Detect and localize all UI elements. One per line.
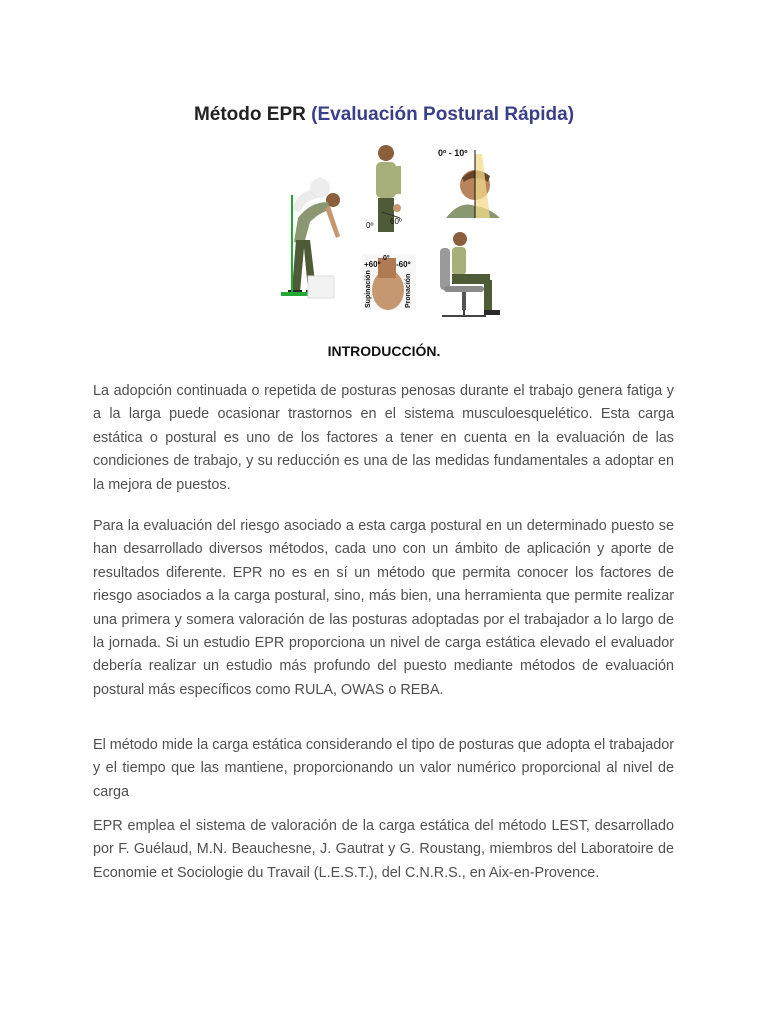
label-zero: 0º [366, 221, 374, 230]
label-plus60: +60º [364, 260, 381, 269]
label-neck-angle: 0º - 10º [438, 148, 468, 158]
paragraph: El método mide la carga estática considerando el tipo de posturas que adopta el trabajador y el tiempo que las mantiene, proporcionando un valor numérico proporcional al nivel de carga [93, 737, 674, 800]
page-title [0, 104, 768, 126]
posture-illustration [270, 140, 510, 322]
label-pronation: Pronación [405, 273, 412, 308]
title-main: Método EPR [193, 104, 306, 125]
paragraph: La adopción continuada o repetida de posturas penosas durante el trabajo genera fatiga y a la larga puede ocasionar trastornos en el sistema musculoesquelético. Esta carga estática o postural es uno de los factores a tener en cuenta en la evaluación de las condiciones de trabajo, y su reducción es una de las medidas fundamentales a adoptar en la mejora de puestos. [93, 383, 674, 493]
paragraph: Para la evaluación del riesgo asociado a esta carga postural en un determinado puesto se han desarrollado diversos métodos, cada uno con un ámbito de aplicación y aporte de resultados diferente. EPR no es en sí un método que permita conocer los factores de riesgo asociados a la carga postural, sino, más bien, una herramienta que permite realizar una primera y somera valoración de las posturas adoptadas por el trabajador a lo largo de la jornada. Si un estudio EPR proporciona un nivel de carga estática elevado el evaluador debería realizar un estudio más profundo del puesto mediante métodos de evaluación postural más específicos como RULA, OWAS o REBA. [93, 518, 674, 698]
neck-flexion-figure [438, 148, 500, 218]
label-zero-rotation: 0º [383, 255, 390, 262]
paragraph: EPR emplea el sistema de valoración de la carga estática del método LEST, desarrollado por F. Guélaud, M.N. Beauchesne, J. Gautrat y G. Roustang, miembros del Laboratoire de Economie et Sociologie du Travail (L.E.S.T.), del C.N.R.S., en Aix-en-Provence. [93, 818, 674, 881]
seated-worker-figure [440, 232, 500, 316]
section-heading: INTRODUCCIÓN. [327, 343, 441, 359]
standing-worker-figure [366, 145, 402, 232]
bending-worker-figure [281, 178, 340, 298]
title-subtitle: (Evaluación Postural Rápida) [311, 104, 575, 125]
label-minus60: -60º [396, 260, 411, 269]
forearm-rotation-figure [362, 254, 416, 310]
label-arm-angle: 60º [390, 217, 402, 226]
label-supination: Supinación [365, 270, 372, 308]
